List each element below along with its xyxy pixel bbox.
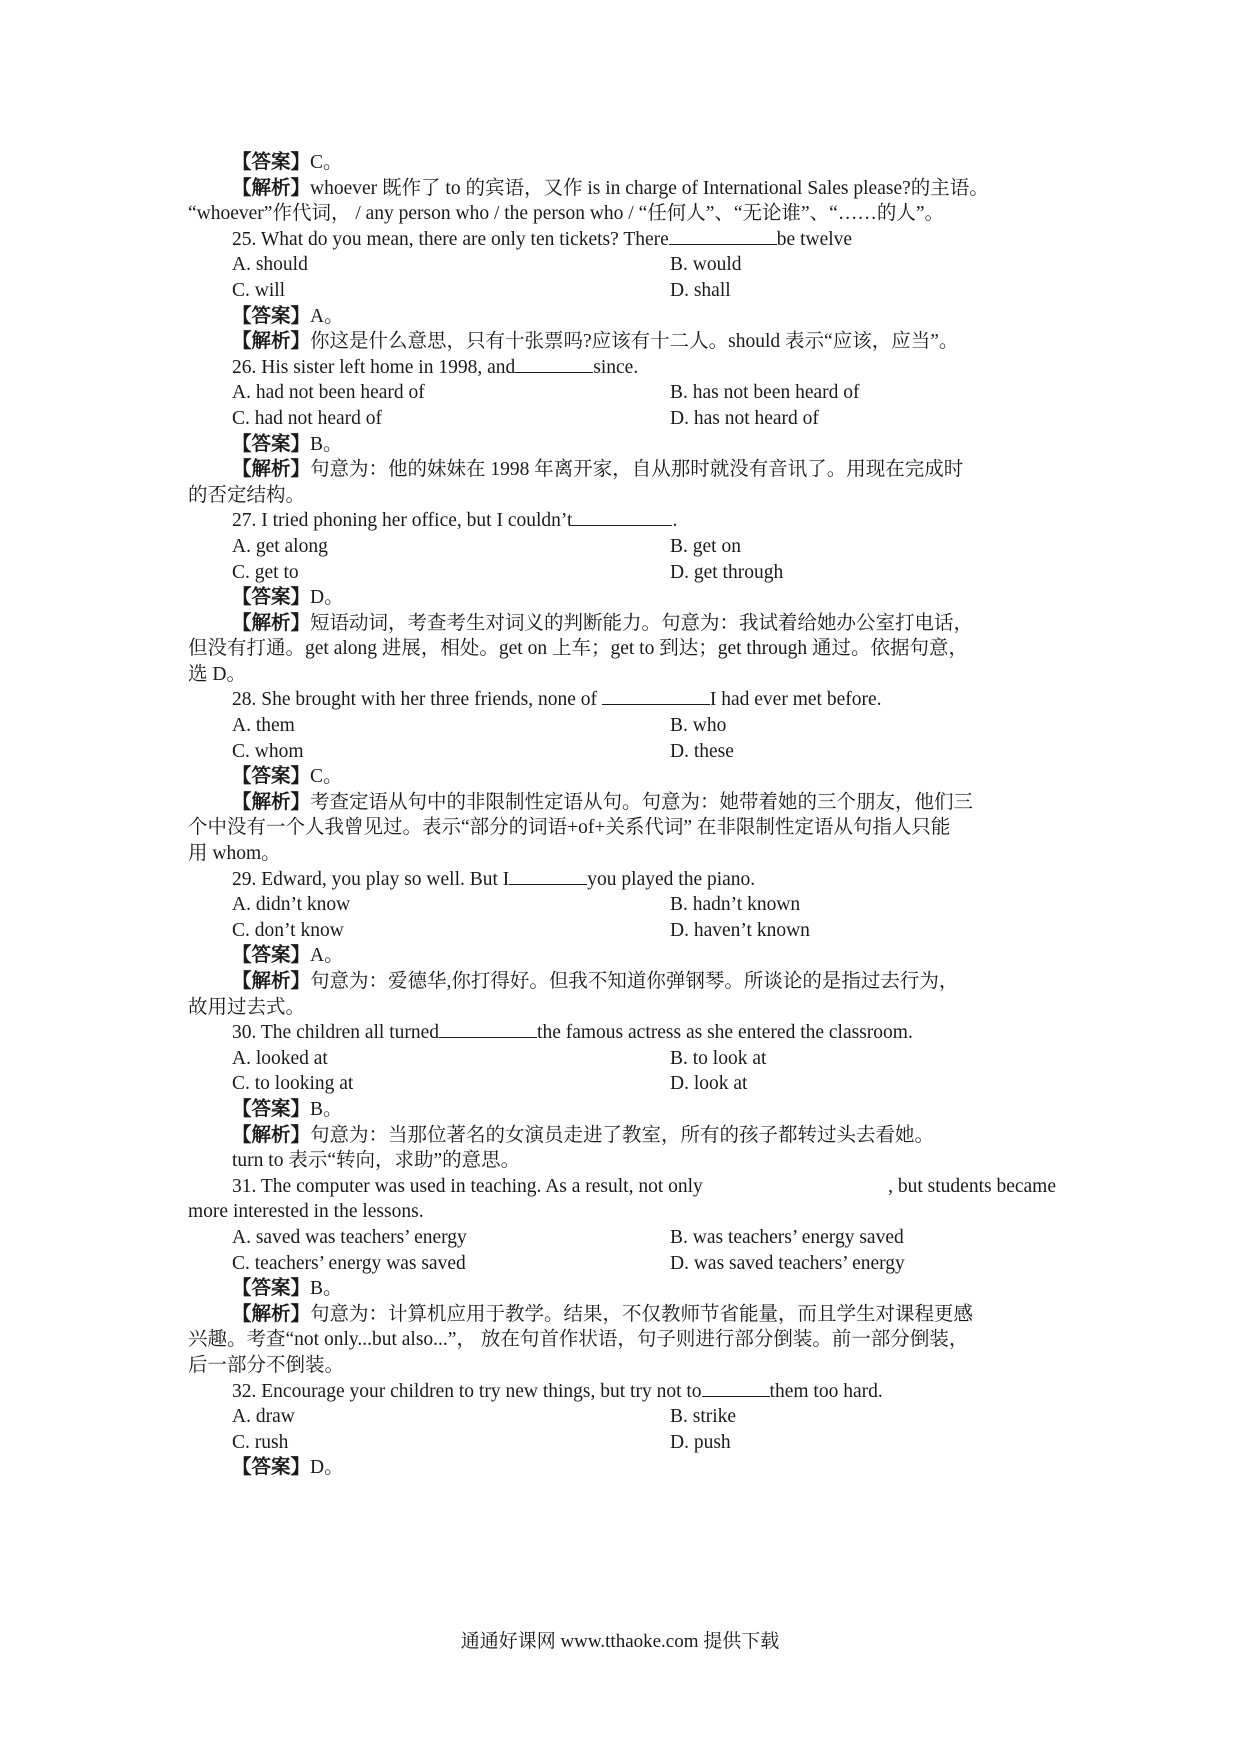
options-row <box>188 739 1056 765</box>
answer-blank <box>509 867 587 885</box>
option-b: B. who <box>670 715 727 737</box>
options-row <box>188 1430 1056 1456</box>
answer-line: 【答案】A。 <box>232 945 344 967</box>
options-row <box>188 892 1056 918</box>
page-footer: 通通好课网 www.tthaoke.com 提供下载 <box>460 1631 780 1652</box>
answer-line: 【答案】D。 <box>232 1457 344 1479</box>
option-b: B. to look at <box>670 1047 767 1069</box>
answer-blank <box>515 355 593 373</box>
option-a: A. looked at <box>232 1047 328 1069</box>
analysis-continuation: 后一部分不倒装。 <box>188 1354 345 1376</box>
option-a: A. had not been heard of <box>232 382 425 404</box>
answer-line: 【答案】B。 <box>232 1098 343 1120</box>
option-a: A. them <box>232 715 295 737</box>
answer-line: 【答案】B。 <box>232 433 343 455</box>
analysis-continuation: turn to 表示“转向，求助”的意思。 <box>232 1150 521 1172</box>
analysis-line: 【解析】考查定语从句中的非限制性定语从句。句意为：她带着她的三个朋友，他们三 <box>232 791 974 813</box>
options-row <box>188 534 1056 560</box>
option-c: C. had not heard of <box>232 407 383 429</box>
options-row <box>188 252 1056 278</box>
option-d: D. push <box>670 1431 731 1453</box>
answer-blank <box>572 508 672 526</box>
options-row <box>188 380 1056 406</box>
options-row <box>188 918 1056 944</box>
analysis-continuation: “whoever”作代词， / any person who / the person who / “任何人”、“无论谁”、“……的人”。 <box>188 203 944 225</box>
analysis-continuation: 个中没有一个人我曾见过。表示“部分的词语+of+关系代词” 在非限制性定语从句指人只能 <box>188 817 951 839</box>
options-row <box>188 1225 1056 1251</box>
analysis-continuation: 故用过去式。 <box>188 996 306 1018</box>
answer-line: 【答案】D。 <box>232 587 344 609</box>
option-c: C. will <box>232 279 286 301</box>
answer-line: 【答案】C。 <box>232 766 343 788</box>
options-row <box>188 1251 1056 1277</box>
analysis-line: 【解析】句意为：当那位著名的女演员走进了教室，所有的孩子都转过头去看她。 <box>232 1124 935 1146</box>
option-c: C. whom <box>232 740 304 762</box>
option-d: D. has not heard of <box>670 407 819 429</box>
option-d: D. haven’t known <box>670 919 810 941</box>
option-c: C. to looking at <box>232 1073 354 1095</box>
options-row <box>188 713 1056 739</box>
question-stem: 27. I tried phoning her office, but I couldn’t . <box>232 510 678 532</box>
option-c: C. teachers’ energy was saved <box>232 1252 466 1274</box>
answer-value: C。 <box>310 152 343 173</box>
question-stem: 31. The computer was used in teaching. As a result, not only , but students became <box>232 1175 1056 1197</box>
question-stem: 32. Encourage your children to try new things, but try not to them too hard. <box>232 1380 883 1402</box>
question-stem: 29. Edward, you play so well. But I you played the piano. <box>232 868 756 890</box>
options-row <box>188 560 1056 586</box>
answer-blank <box>702 1379 770 1397</box>
option-b: B. strike <box>670 1406 737 1428</box>
answer-blank <box>439 1020 537 1038</box>
option-b: B. was teachers’ energy saved <box>670 1226 904 1248</box>
analysis-text: whoever 既作了 to 的宾语，又作 is in charge of International Sales please?的主语。 <box>310 177 989 199</box>
option-d: D. get through <box>670 561 784 583</box>
answer-line: 【答案】A。 <box>232 305 344 327</box>
option-b: B. hadn’t known <box>670 894 801 916</box>
analysis-continuation: 兴趣。考查“not only...but also...”， 放在句首作状语，句子则进行部分倒装。前一部分倒装， <box>188 1329 969 1351</box>
options-row <box>188 1404 1056 1430</box>
analysis-tag: 【解析】 <box>232 177 311 199</box>
question-stem: 25. What do you mean, there are only ten tickets? There be twelve <box>232 228 853 250</box>
option-d: D. these <box>670 740 734 762</box>
option-a: A. didn’t know <box>232 894 351 916</box>
analysis-line: 【解析】句意为：他的妹妹在 1998 年离开家，自从那时就没有音讯了。用现在完成时 <box>232 459 964 481</box>
option-c: C. get to <box>232 561 299 583</box>
analysis-continuation: 但没有打通。get along 进展，相处。get on 上车；get to 到达；get through 通过。依据句意， <box>188 638 968 660</box>
answer-blank <box>669 227 777 245</box>
option-c: C. don’t know <box>232 919 344 941</box>
options-row <box>188 1046 1056 1072</box>
answer-line: 【答案】B。 <box>232 1278 343 1300</box>
option-b: B. get on <box>670 535 741 557</box>
analysis-line: 【解析】你这是什么意思，只有十张票吗?应该有十二人。should 表示“应该，应当”。 <box>232 331 959 353</box>
question-stem: 26. His sister left home in 1998, and since. <box>232 356 639 378</box>
analysis-continuation: 的否定结构。 <box>188 484 306 506</box>
options-row <box>188 1071 1056 1097</box>
option-a: A. get along <box>232 535 328 557</box>
option-a: A. saved was teachers’ energy <box>232 1226 467 1248</box>
option-a: A. draw <box>232 1406 295 1428</box>
option-b: B. has not been heard of <box>670 382 860 404</box>
analysis-line: 【解析】句意为：计算机应用于教学。结果，不仅教师节省能量，而且学生对课程更感 <box>232 1303 974 1325</box>
option-c: C. rush <box>232 1431 289 1453</box>
option-d: D. shall <box>670 279 731 301</box>
analysis-line: 【解析】短语动词，考查考生对词义的判断能力。句意为：我试着给她办公室打电话， <box>232 612 974 634</box>
option-d: D. look at <box>670 1073 748 1095</box>
analysis-continuation: 用 whom。 <box>188 843 281 865</box>
question-stem: 28. She brought with her three friends, none of I had ever met before. <box>232 689 882 711</box>
options-row <box>188 278 1056 304</box>
option-d: D. was saved teachers’ energy <box>670 1252 905 1274</box>
analysis-continuation: 选 D。 <box>188 663 246 685</box>
answer-blank <box>602 687 710 705</box>
question-stem-continuation: more interested in the lessons. <box>188 1201 424 1223</box>
analysis-line <box>188 176 1056 202</box>
document-body <box>188 150 1056 1481</box>
option-a: A. should <box>232 254 308 276</box>
question-stem: 30. The children all turned the famous actress as she entered the classroom. <box>232 1022 913 1044</box>
option-b: B. would <box>670 254 742 276</box>
analysis-line: 【解析】句意为：爱德华,你打得好。但我不知道你弹钢琴。所谈论的是指过去行为， <box>232 971 959 992</box>
answer-tag: 【答案】 <box>232 152 311 173</box>
options-row <box>188 406 1056 432</box>
answer-line <box>188 150 1056 176</box>
